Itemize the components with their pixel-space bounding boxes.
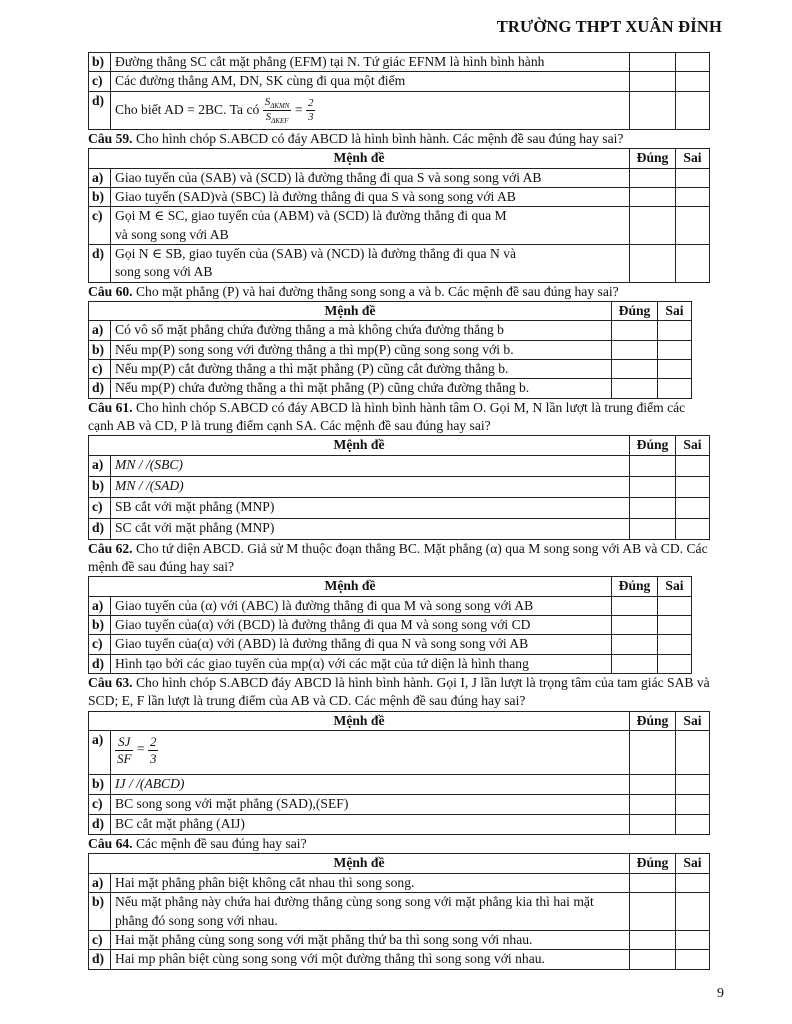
row-label: b) [89, 340, 111, 359]
row-label: d) [89, 654, 111, 673]
table-row [89, 379, 692, 398]
false-cell[interactable] [676, 497, 710, 518]
table-row [89, 168, 710, 187]
statement-text: Giao tuyến của(α) với (BCD) là đường thẳng đi qua M và song song với CD [111, 616, 612, 635]
false-cell[interactable] [676, 53, 710, 72]
statement-text: Nếu mp(P) cắt đường thẳng a thì mặt phẳng (P) cũng cắt đường thẳng b. [111, 359, 612, 378]
header-statement: Mệnh đề [89, 436, 630, 455]
question-text: Cho tứ diện ABCD. Giả sử M thuộc đoạn thẳng BC. Mặt phẳng (α) qua M song song với AB và CD. Các mệnh đề sau đúng hay sai? [88, 540, 708, 575]
question-63 [88, 674, 710, 711]
row-label: c) [89, 497, 111, 518]
row-label: b) [89, 893, 111, 931]
true-cell[interactable] [612, 654, 658, 673]
false-cell[interactable] [658, 635, 692, 654]
table-row [89, 187, 710, 206]
statement-text: Hai mp phân biệt cùng song song với một đường thẳng thì song song với nhau. [111, 950, 630, 969]
true-cell[interactable] [630, 873, 676, 892]
true-cell[interactable] [630, 244, 676, 282]
statement-text: SC cắt với mặt phẳng (MNP) [111, 518, 630, 539]
statement-text: Nếu mp(P) song song với đường thẳng a thì mp(P) cũng song song với b. [111, 340, 612, 359]
true-cell[interactable] [630, 795, 676, 815]
statement-text: Hình tạo bởi các giao tuyến của mp(α) với các mặt của tứ diện là hình thang [111, 654, 612, 673]
header-false: Sai [676, 854, 710, 873]
table-row [89, 359, 692, 378]
row-label: d) [89, 379, 111, 398]
question-number: Câu 63. [88, 675, 133, 691]
true-cell[interactable] [630, 72, 676, 91]
question-text: Cho hình chóp S.ABCD đáy ABCD là hình bình hành. Gọi I, J lần lượt là trọng tâm của tam giác SAB và SCD; E, F lần lượt là trung điểm của AB và CD. Các mệnh đề sau đúng hay sai? [88, 675, 710, 709]
header-false: Sai [658, 577, 692, 596]
true-cell[interactable] [630, 518, 676, 539]
header-true: Đúng [630, 436, 676, 455]
statement-text: Cho biết AD = 2BC. Ta có $\frac{S_{\Delta KMN}}{S_{\Delta KEF}}$ = $\frac{2}{3}$ [111, 91, 630, 129]
false-cell[interactable] [658, 359, 692, 378]
statement-text: $\frac{SJ}{SF}$ = $\frac{2}{3}$ [111, 731, 630, 775]
statement-text: Có vô số mặt phẳng chứa đường thẳng a mà không chứa đường thẳng b [111, 321, 612, 340]
table-header-row [89, 711, 710, 730]
row-label: b) [89, 187, 111, 206]
row-label: b) [89, 775, 111, 795]
row-label: d) [89, 244, 111, 282]
header-statement: Mệnh đề [89, 301, 612, 320]
q59-table [88, 148, 710, 282]
false-cell[interactable] [676, 775, 710, 795]
table-row [89, 930, 710, 949]
question-number: Câu 64. [88, 836, 133, 852]
statement-text: Nếu mp(P) chứa đường thẳng a thì mặt phẳng (P) cũng chứa đường thẳng b. [111, 379, 612, 398]
statement-text: Các đường thẳng AM, DN, SK cùng đi qua một điểm [111, 72, 630, 91]
statement-text: Gọi M ∈ SC, giao tuyến của (ABM) và (SCD) là đường thẳng đi qua M và song song với AB [111, 207, 630, 245]
false-cell[interactable] [676, 518, 710, 539]
header-true: Đúng [630, 854, 676, 873]
false-cell[interactable] [676, 244, 710, 282]
row-label: c) [89, 930, 111, 949]
row-label: c) [89, 359, 111, 378]
false-cell[interactable] [658, 654, 692, 673]
table-row [89, 635, 692, 654]
false-cell[interactable] [676, 873, 710, 892]
q64-table [88, 853, 710, 969]
false-cell[interactable] [658, 616, 692, 635]
true-cell[interactable] [612, 635, 658, 654]
page-number: 9 [717, 986, 724, 1001]
false-cell[interactable] [676, 91, 710, 129]
statement-text: Hai mặt phẳng phân biệt không cắt nhau thì song song. [111, 873, 630, 892]
statement-text: IJ / /(ABCD) [111, 775, 630, 795]
header-false: Sai [676, 711, 710, 730]
value-fraction: $\frac{2}{3}$ [307, 97, 314, 124]
true-cell[interactable] [630, 775, 676, 795]
true-cell[interactable] [630, 207, 676, 245]
header-statement: Mệnh đề [89, 854, 630, 873]
table-row [89, 873, 710, 892]
header-true: Đúng [612, 577, 658, 596]
true-cell[interactable] [630, 815, 676, 835]
statement-text: MN / /(SBC) [111, 455, 630, 476]
header-false: Sai [676, 436, 710, 455]
false-cell[interactable] [658, 321, 692, 340]
true-cell[interactable] [612, 596, 658, 615]
question-64 [88, 835, 710, 853]
statement-prefix: Cho biết AD = 2BC. Ta có [115, 101, 260, 117]
table-row [89, 207, 710, 245]
true-cell[interactable] [612, 379, 658, 398]
row-label: b) [89, 53, 111, 72]
row-label: a) [89, 731, 111, 775]
row-label: d) [89, 950, 111, 969]
table-header-row [89, 577, 692, 596]
question-62 [88, 540, 710, 577]
true-cell[interactable] [630, 731, 676, 775]
header-true: Đúng [612, 301, 658, 320]
statement-text: Giao tuyến của (SAB) và (SCD) là đường thẳng đi qua S và song song với AB [111, 168, 630, 187]
true-cell[interactable] [630, 476, 676, 497]
table-row [89, 476, 710, 497]
q62-table [88, 576, 692, 674]
true-cell[interactable] [630, 187, 676, 206]
question-text: Cho hình chóp S.ABCD có đáy ABCD là hình bình hành tâm O. Gọi M, N lần lượt là trung điểm các cạnh AB và CD, P là trung điểm cạnh SA. Các mệnh đề sau đúng hay sai? [88, 399, 686, 433]
question-59 [88, 130, 710, 148]
row-label: a) [89, 455, 111, 476]
table-row [89, 340, 692, 359]
false-cell[interactable] [676, 930, 710, 949]
row-label: d) [89, 518, 111, 539]
prev-question-table [88, 52, 710, 130]
table-header-row [89, 436, 710, 455]
table-row [89, 731, 710, 775]
row-label: a) [89, 168, 111, 187]
false-cell[interactable] [676, 476, 710, 497]
question-text: Cho mặt phẳng (P) và hai đường thẳng song song a và b. Các mệnh đề sau đúng hay sai? [135, 283, 619, 299]
true-cell[interactable] [630, 893, 676, 931]
true-cell[interactable] [630, 455, 676, 476]
header-false: Sai [658, 301, 692, 320]
false-cell[interactable] [676, 187, 710, 206]
row-label: a) [89, 321, 111, 340]
row-label: c) [89, 635, 111, 654]
question-text: Các mệnh đề sau đúng hay sai? [135, 836, 307, 852]
table-row [89, 775, 710, 795]
true-cell[interactable] [612, 616, 658, 635]
statement-text: Đường thẳng SC cắt mặt phẳng (EFM) tại N. Tứ giác EFNM là hình bình hành [111, 53, 630, 72]
table-row [89, 596, 692, 615]
table-row [89, 321, 692, 340]
true-cell[interactable] [630, 53, 676, 72]
false-cell[interactable] [658, 340, 692, 359]
table-row [89, 72, 710, 91]
table-row [89, 950, 710, 969]
area-ratio-fraction: $\frac{S_{\Delta KMN}}{S_{\Delta KEF}}$ [264, 95, 290, 126]
table-row [89, 518, 710, 539]
row-label: b) [89, 476, 111, 497]
question-number: Câu 61. [88, 399, 133, 415]
statement-text: Nếu mặt phẳng này chứa hai đường thẳng cùng song song với mặt phẳng kia thì hai mặt phẳng đó song song với nhau. [111, 893, 630, 931]
header-true: Đúng [630, 149, 676, 168]
question-61 [88, 399, 710, 436]
row-label: d) [89, 91, 111, 129]
statement-text: Hai mặt phẳng cùng song song với mặt phẳng thứ ba thì song song với nhau. [111, 930, 630, 949]
statement-text: Giao tuyến của(α) với (ABD) là đường thẳng đi qua N và song song với AB [111, 635, 612, 654]
header-false: Sai [676, 149, 710, 168]
table-header-row [89, 149, 710, 168]
true-cell[interactable] [612, 359, 658, 378]
table-header-row [89, 301, 692, 320]
table-row [89, 893, 710, 931]
statement-text: SB cắt với mặt phẳng (MNP) [111, 497, 630, 518]
table-row [89, 795, 710, 815]
table-row [89, 616, 692, 635]
row-label: d) [89, 815, 111, 835]
false-cell[interactable] [676, 455, 710, 476]
table-row [89, 91, 710, 129]
statement-text: MN / /(SAD) [111, 476, 630, 497]
false-cell[interactable] [676, 168, 710, 187]
false-cell[interactable] [676, 893, 710, 931]
school-header: TRƯỜNG THPT XUÂN ĐỈNH [496, 17, 722, 36]
question-text: Cho hình chóp S.ABCD có đáy ABCD là hình bình hành. Các mệnh đề sau đúng hay sai? [135, 130, 624, 146]
false-cell[interactable] [676, 950, 710, 969]
true-cell[interactable] [612, 321, 658, 340]
true-cell[interactable] [612, 340, 658, 359]
false-cell[interactable] [676, 815, 710, 835]
row-label: b) [89, 616, 111, 635]
question-number: Câu 60. [88, 283, 133, 299]
false-cell[interactable] [676, 72, 710, 91]
question-number: Câu 62. [88, 540, 133, 556]
row-label: a) [89, 873, 111, 892]
question-60 [88, 283, 710, 301]
true-cell[interactable] [630, 168, 676, 187]
true-cell[interactable] [630, 950, 676, 969]
table-header-row [89, 854, 710, 873]
false-cell[interactable] [676, 795, 710, 815]
header-statement: Mệnh đề [89, 149, 630, 168]
q60-table [88, 301, 692, 399]
content [88, 52, 710, 970]
statement-text: Giao tuyến (SAD)và (SBC) là đường thẳng đi qua S và song song với AB [111, 187, 630, 206]
value-fraction: $\frac{2}{3}$ [149, 734, 157, 766]
false-cell[interactable] [676, 731, 710, 775]
table-row [89, 455, 710, 476]
false-cell[interactable] [658, 596, 692, 615]
table-row [89, 654, 692, 673]
header-true: Đúng [630, 711, 676, 730]
table-row [89, 53, 710, 72]
statement-text: BC song song với mặt phẳng (SAD),(SEF) [111, 795, 630, 815]
true-cell[interactable] [630, 497, 676, 518]
question-number: Câu 59. [88, 130, 133, 146]
true-cell[interactable] [630, 930, 676, 949]
table-row [89, 244, 710, 282]
table-row [89, 497, 710, 518]
row-label: a) [89, 596, 111, 615]
q61-table [88, 435, 710, 539]
false-cell[interactable] [658, 379, 692, 398]
row-label: c) [89, 207, 111, 245]
row-label: c) [89, 795, 111, 815]
statement-text: Gọi N ∈ SB, giao tuyến của (SAB) và (NCD) là đường thẳng đi qua N và song song với AB [111, 244, 630, 282]
header-statement: Mệnh đề [89, 711, 630, 730]
ratio-fraction: $\frac{SJ}{SF}$ [117, 734, 132, 766]
row-label: c) [89, 72, 111, 91]
table-row [89, 815, 710, 835]
header-statement: Mệnh đề [89, 577, 612, 596]
false-cell[interactable] [676, 207, 710, 245]
true-cell[interactable] [630, 91, 676, 129]
statement-text: BC cắt mặt phẳng (AIJ) [111, 815, 630, 835]
q63-table [88, 711, 710, 835]
statement-text: Giao tuyến của (α) với (ABC) là đường thẳng đi qua M và song song với AB [111, 596, 612, 615]
